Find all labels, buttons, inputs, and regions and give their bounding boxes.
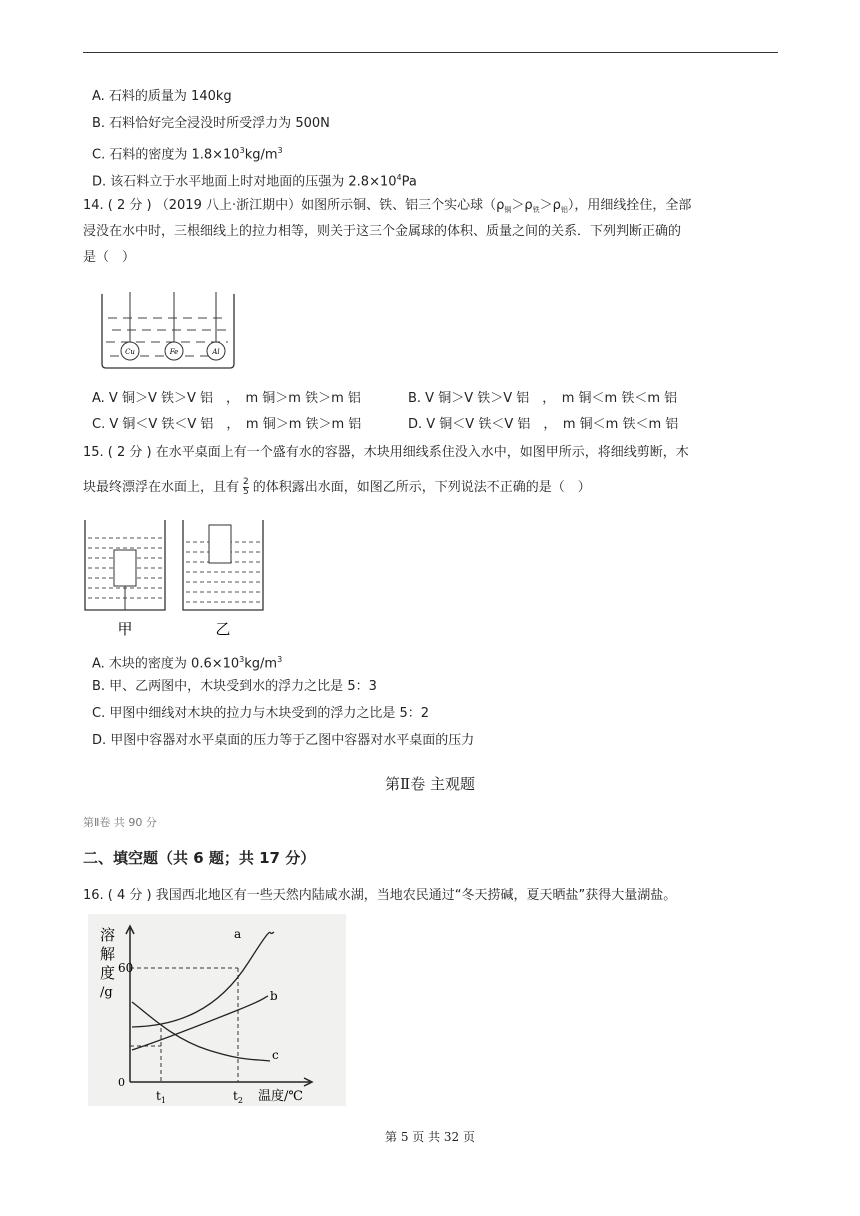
solubility-chart	[88, 914, 346, 1106]
q14-stem-line1	[83, 198, 691, 218]
wood-block-yi	[209, 525, 231, 563]
q14-rho-fe: 铁	[532, 206, 540, 214]
fraction-numerator: 2	[243, 477, 249, 487]
q15-figures	[83, 518, 268, 643]
q14-gt2: ＞ρ	[539, 198, 561, 213]
q14-container-figure	[98, 290, 238, 372]
q13-option-d-unit: Pa	[401, 174, 417, 190]
q14-gt: ＞ρ	[511, 198, 533, 213]
q15-option-a-unit-exp: 3	[277, 655, 283, 664]
q15-option-a-text: A. 木块的密度为 0.6×10	[92, 656, 240, 672]
q15-option-a-exp: 3	[239, 655, 245, 664]
fe-label: Fe	[169, 348, 179, 356]
ylabel-char-2: 解	[100, 945, 116, 963]
wood-block-jia	[114, 550, 136, 586]
q15-stem-line2	[83, 478, 591, 497]
label-jia: 甲	[117, 620, 133, 638]
q15-option-a-unit: kg/m	[244, 656, 278, 672]
q14-option-b[interactable]: B. V 铜＞V 铁＞V 铝 ， m 铜＜m 铁＜m 铝	[408, 391, 678, 406]
q15-stem-pre: 块最终漂浮在水面上，且有	[83, 480, 240, 495]
x-tick-t1-letter: t	[156, 1089, 161, 1103]
x-tick-t1-sub: 1	[160, 1096, 166, 1105]
q13-option-c-exp: 3	[239, 146, 245, 155]
q13-option-d-text: D. 该石料立于水平地面上时对地面的压强为 2.8×10	[92, 174, 397, 190]
x-axis-label: 温度/℃	[258, 1089, 303, 1104]
section-title: 第Ⅱ卷 主观题	[385, 775, 475, 793]
x-tick-t2-sub: 2	[237, 1096, 243, 1105]
fraction-denominator: 5	[243, 487, 249, 497]
q13-option-c-unit-exp: 3	[277, 146, 283, 155]
q15-stem-line1: 15. ( 2 分 ) 在水平桌面上有一个盛有水的容器，木块用细线系住没入水中，如图甲所示，将细线剪断，木	[83, 445, 689, 460]
q15-option-d[interactable]: D. 甲图中容器对水平桌面的压力等于乙图中容器对水平桌面的压力	[92, 733, 475, 748]
ylabel-unit: /g	[100, 985, 113, 1000]
q14-rho-cu: 铜	[504, 206, 512, 214]
q14-option-a[interactable]: A. V 铜＞V 铁＞V 铝 ， m 铜＞m 铁＞m 铝	[92, 391, 361, 406]
q14-option-d[interactable]: D. V 铜＜V 铁＜V 铝 ， m 铜＜m 铁＜m 铝	[408, 417, 679, 432]
q13-option-a[interactable]: A. 石料的质量为 140kg	[92, 89, 232, 104]
cu-label: Cu	[125, 348, 135, 356]
curve-a-label: a	[234, 927, 242, 941]
q15-option-c[interactable]: C. 甲图中细线对木块的拉力与木块受到的浮力之比是 5：2	[92, 706, 430, 721]
q15-option-b[interactable]: B. 甲、乙两图中，木块受到水的浮力之比是 5：3	[92, 679, 377, 694]
curve-c-label: c	[272, 1048, 279, 1062]
curve-b-label: b	[270, 989, 278, 1003]
ylabel-char-1: 溶	[100, 926, 116, 944]
q14-option-c[interactable]: C. V 铜＜V 铁＜V 铝 ， m 铜＞m 铁＞m 铝	[92, 417, 362, 432]
label-yi: 乙	[215, 620, 231, 638]
q13-option-d[interactable]	[92, 170, 417, 190]
section-heading: 二、填空题（共 6 题；共 17 分）	[83, 849, 316, 867]
page-footer: 第 5 页 共 32 页	[385, 1130, 475, 1144]
q14-header-end: ），用细线拴住，全部	[567, 198, 692, 213]
q13-option-d-exp: 4	[396, 173, 402, 182]
x-tick-t2-letter: t	[233, 1089, 238, 1103]
q13-option-b[interactable]: B. 石料恰好完全浸没时所受浮力为 500N	[92, 116, 330, 131]
q13-option-c[interactable]	[92, 143, 283, 163]
q13-option-c-text: C. 石料的密度为 1.8×10	[92, 147, 240, 163]
ylabel-char-3: 度	[100, 964, 116, 982]
origin-label: 0	[118, 1076, 125, 1089]
fraction	[243, 478, 249, 497]
al-label: Al	[212, 348, 220, 356]
q15-option-a[interactable]	[92, 652, 282, 672]
section-subtitle: 第Ⅱ卷 共 90 分	[83, 816, 157, 829]
q14-stem-line3: 是（ ）	[83, 250, 136, 265]
q14-header: 14. ( 2 分 ) （2019 八上·浙江期中）如图所示铜、铁、铝三个实心球（ρ	[83, 198, 505, 213]
chart-background	[88, 914, 346, 1106]
q14-rho-al: 铝	[560, 206, 568, 214]
y-tick-60: 60	[118, 961, 134, 975]
header-rule	[83, 52, 778, 53]
q14-stem-line2: 浸没在水中时，三根细线上的拉力相等，则关于这三个金属球的体积、质量之间的关系．下列判断正确的	[83, 224, 682, 239]
q15-stem-post: 的体积露出水面，如图乙所示，下列说法不正确的是（ ）	[252, 480, 591, 495]
q13-option-c-unit: kg/m	[244, 147, 278, 163]
q16-stem: 16. ( 4 分 ) 我国西北地区有一些天然内陆咸水湖，当地农民通过“冬天捞碱，夏天晒盐”获得大量湖盐。	[83, 888, 677, 903]
